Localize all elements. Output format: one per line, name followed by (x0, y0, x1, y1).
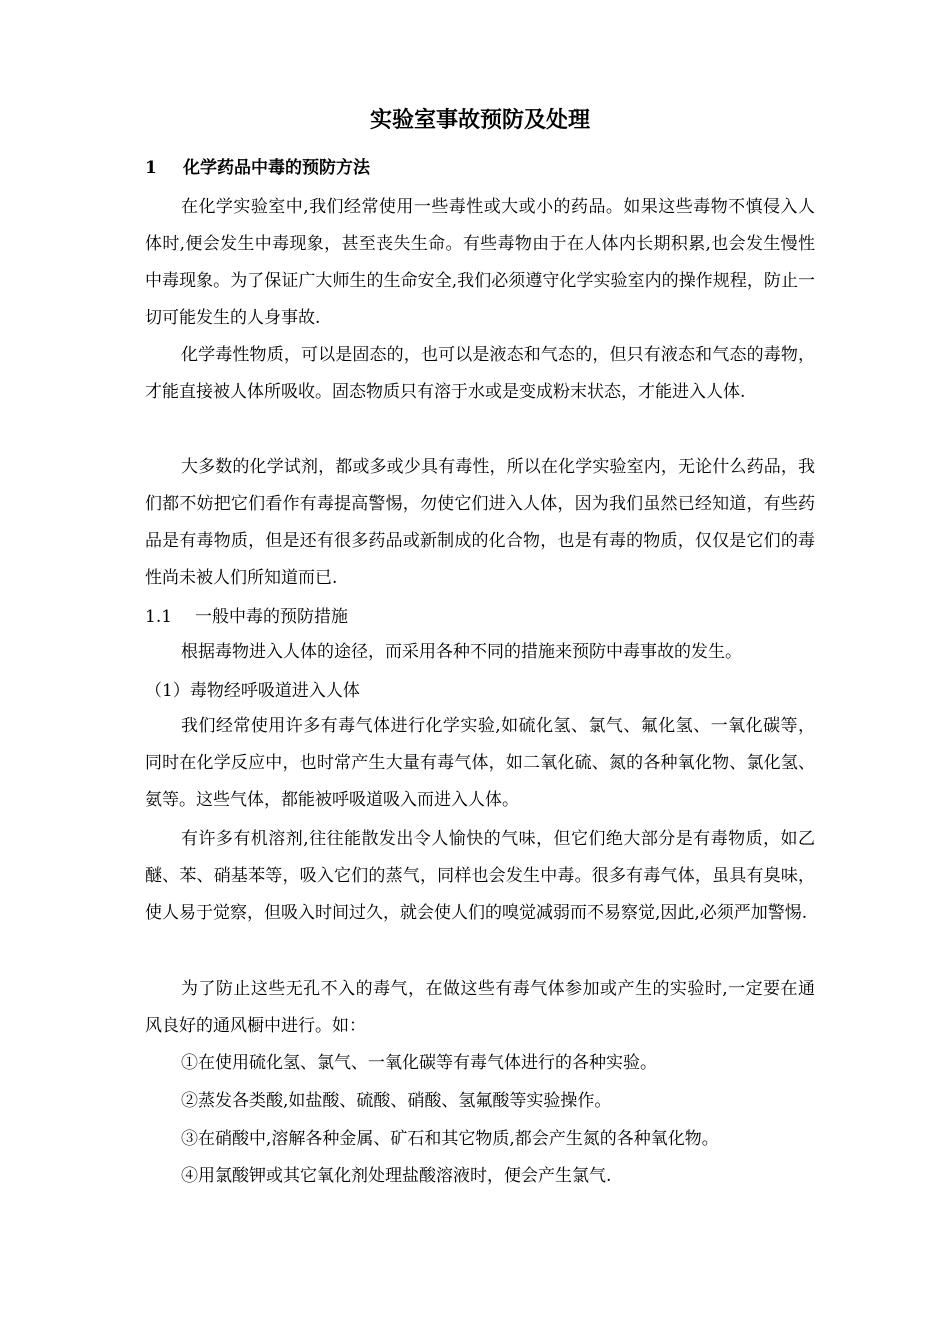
paragraph-5: 有许多有机溶剂,往往能散发出令人愉快的气味，但它们绝大部分是有毒物质，如乙醚、苯、硝基苯等，吸入它们的蒸气，同样也会发生中毒。很多有毒气体，虽具有臭味，使人易于觉察，但吸入时间过久，就会使人们的嗅觉减弱而不易察觉,因此,必须严加警惕. (145, 829, 815, 923)
paragraph-4: 我们经常使用许多有毒气体进行化学实验,如硫化氢、氯气、氟化氢、一氧化碳等，同时在化学反应中，也时常产生大量有毒气体，如二氧化硫、氮的各种氧化物、氯化氢、氨等。这些气体，都能被呼吸道吸入而进入人体。 (145, 716, 815, 810)
section-title: 一般中毒的预防措施 (195, 607, 348, 627)
list-item: ②蒸发各类酸,如盐酸、硫酸、硝酸、氢氟酸等实验操作。 (181, 1091, 612, 1111)
section-heading-1-1 (145, 603, 348, 631)
paragraph-3: 大多数的化学试剂，都或多或少具有毒性，所以在化学实验室内，无论什么药品，我们都不妨把它们看作有毒提高警惕，勿使它们进入人体，因为我们虽然已经知道，有些药品是有毒物质，但是还有很多药品或新制成的化合物，也是有毒的物质，仅仅是它们的毒性尚未被人们所知道而已. (145, 457, 815, 588)
list-item: ①在使用硫化氢、氯气、一氧化碳等有毒气体进行的各种实验。 (181, 1053, 657, 1073)
section-number: 1 (145, 158, 157, 178)
subsection-heading-1: （1）毒物经呼吸道进入人体 (145, 681, 360, 701)
list-item: ④用氯酸钾或其它氧化剂处理盐酸溶液时，便会产生氯气. (181, 1166, 612, 1186)
section-title: 化学药品中毒的预防方法 (183, 158, 370, 178)
paragraph-1: 在化学实验室中,我们经常使用一些毒性或大或小的药品。如果这些毒物不慎侵入人体时,便会发生中毒现象，甚至丧失生命。有些毒物由于在人体内长期积累,也会发生慢性中毒现象。为了保证广大师生的生命安全,我们必须遵守化学实验室内的操作规程，防止一切可能发生的人身事故. (145, 197, 815, 328)
section-number: 1.1 (145, 607, 173, 627)
paragraph-2: 化学毒性物质，可以是固态的，也可以是液态和气态的，但只有液态和气态的毒物，才能直接被人体所吸收。固态物质只有溶于水或是变成粉末状态，才能进入人体. (145, 345, 815, 402)
list-item: ③在硝酸中,溶解各种金属、矿石和其它物质,都会产生氮的各种氧化物。 (181, 1129, 719, 1149)
paragraph-intro: 根据毒物进入人体的途径，而采用各种不同的措施来预防中毒事故的发生。 (181, 642, 742, 662)
section-heading-1 (145, 154, 370, 182)
paragraph-6: 为了防止这些无孔不入的毒气，在做这些有毒气体参加或产生的实验时,一定要在通风良好的通风橱中进行。如： (145, 979, 815, 1036)
document-title: 实验室事故预防及处理 (369, 107, 590, 133)
